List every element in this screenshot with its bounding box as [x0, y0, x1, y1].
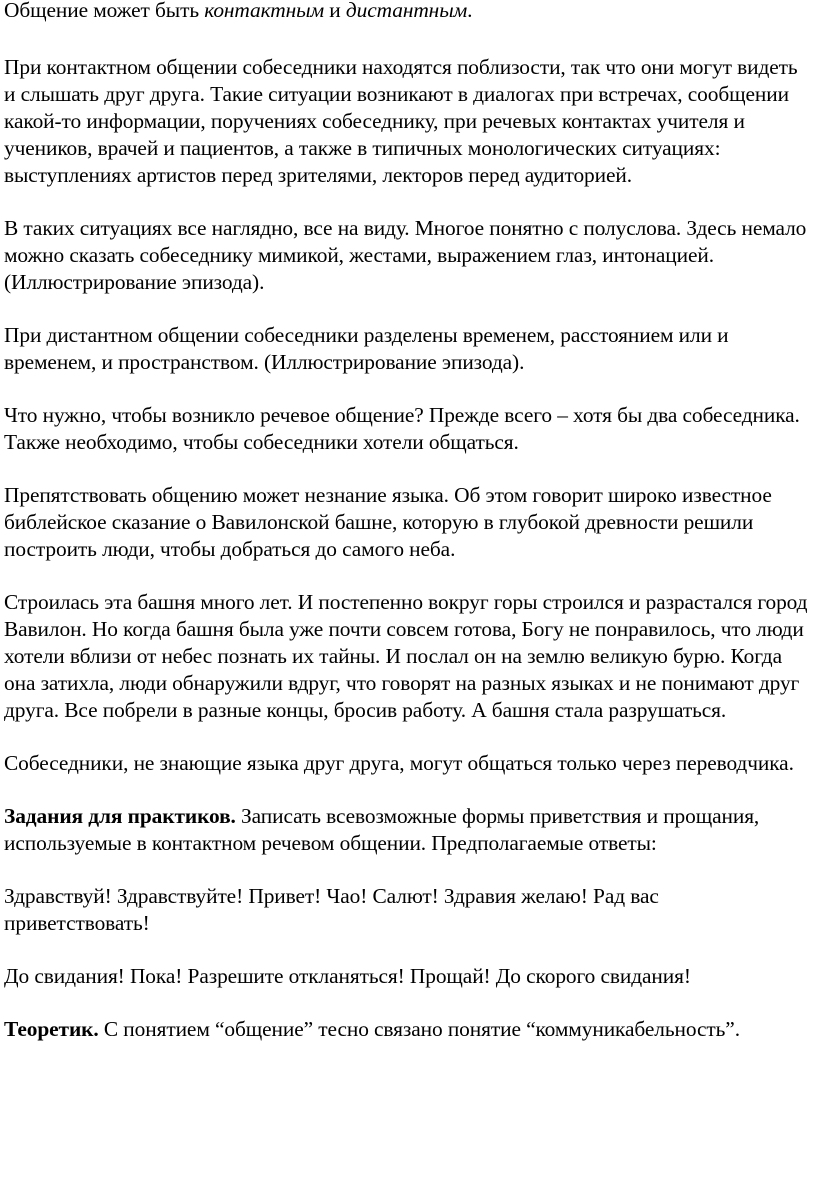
paragraph-farewells: До свидания! Пока! Разрешите откланяться! Прощай! До скорого свидания! [4, 964, 691, 988]
paragraph-distant-communication: При дистантном общении собеседники разделены временем, расстоянием или и временем, и пространством. (Иллюстрирование эпизода). [4, 323, 729, 374]
paragraph-translator: Собеседники, не знающие языка друг друга, могут общаться только через переводчика. [4, 751, 794, 775]
paragraph-babel-story: Строилась эта башня много лет. И постепенно вокруг горы строился и разрастался город Вавилон. Но когда башня была уже почти совсем готова, Богу не понравилось, что люди хотели вблизи от небес познать их тайны. И послал он на землю великую бурю. Когда она затихла, люди обнаружили вдруг, что говорят на разных языках и не понимают друг друга. Все побрели в разные концы, бросив работу. А башня стала разрушаться. [4, 590, 808, 722]
intro-text-1: Общение может быть [4, 0, 205, 22]
intro-italic-contact: контактным [204, 0, 325, 22]
intro-text-2: и [324, 0, 346, 22]
tasks-text: Записать всевозможные формы приветствия и прощания, используемые в контактном речевом общении. Предполагаемые ответы: [4, 804, 760, 855]
paragraph-contact-communication: При контактном общении собеседники находятся поблизости, так что они могут видеть и слышать друг друга. Такие ситуации возникают в диалогах при встречах, сообщении какой-то информации, поручениях собеседнику, при речевых контактах учителя и учеников, врачей и пациентов, а также в типичных монологических ситуациях: выступлениях артистов перед зрителями, лекторов перед аудиторией. [4, 55, 798, 187]
paragraph-babel-intro: Препятствовать общению может незнание языка. Об этом говорит широко известное библейское сказание о Вавилонской башне, которую в глубокой древности решили построить люди, чтобы добраться до самого неба. [4, 483, 772, 561]
theorist-heading: Теоретик. [4, 1017, 99, 1041]
paragraph-tasks [4, 803, 808, 857]
paragraph-requirements: Что нужно, чтобы возникло речевое общение? Прежде всего – хотя бы два собеседника. Также необходимо, чтобы собеседники хотели общаться. [4, 403, 800, 454]
intro-text-3: . [467, 0, 473, 22]
paragraph-intro [4, 0, 808, 24]
paragraph-theorist [4, 1016, 808, 1043]
tasks-heading: Задания для практиков. [4, 804, 236, 828]
paragraph-visibility: В таких ситуациях все наглядно, все на виду. Многое понятно с полуслова. Здесь немало можно сказать собеседнику мимикой, жестами, выражением глаз, интонацией. (Иллюстрирование эпизода). [4, 216, 807, 294]
theorist-text: С понятием “общение” тесно связано понятие “коммуникабельность”. [98, 1017, 740, 1041]
paragraph-greetings: Здравствуй! Здравствуйте! Привет! Чао! Салют! Здравия желаю! Рад вас приветствовать! [4, 884, 659, 935]
intro-italic-distant: дистантным [345, 0, 468, 22]
